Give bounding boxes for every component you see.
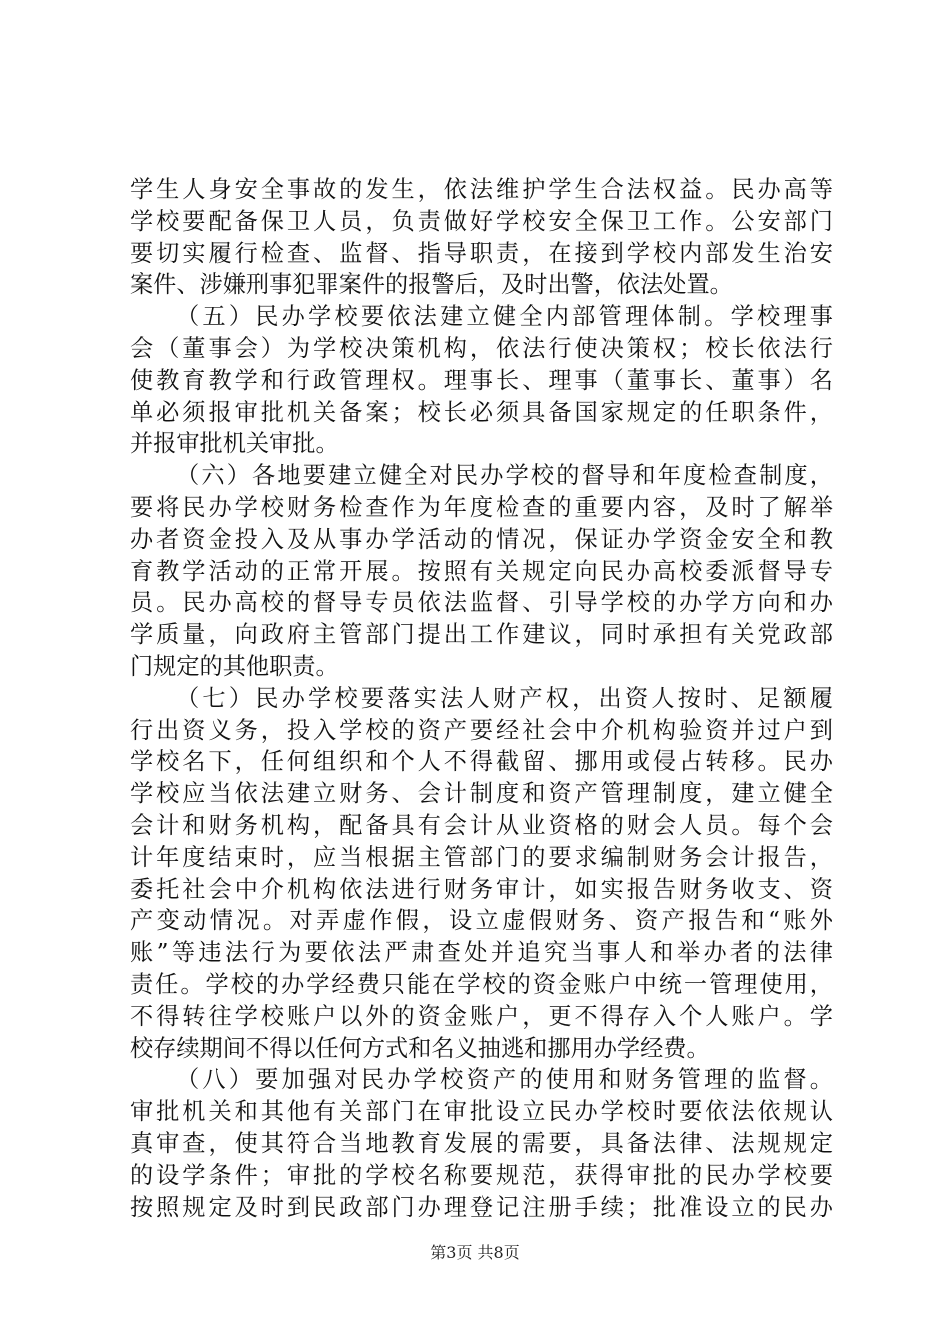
text-line: 按照规定及时到民政部门办理登记注册手续；批准设立的民办 [130,1193,833,1221]
text-line: （八）要加强对民办学校资产的使用和财务管理的监督。 [176,1066,833,1094]
text-line: 真审查，使其符合当地教育发展的需要，具备法律、法规规定 [130,1129,833,1157]
text-line: 会（董事会）为学校决策机构，依法行使决策权；校长依法行 [130,334,833,362]
text-line: （七）民办学校要落实法人财产权，出资人按时、足额履 [176,684,833,712]
text-line: 计年度结束时，应当根据主管部门的要求编制财务会计报告， [130,843,833,871]
text-line: 门规定的其他职责。 [130,652,339,680]
text-line: 委托社会中介机构依法进行财务审计，如实报告财务收支、资 [130,875,833,903]
text-line: 校存续期间不得以任何方式和名义抽逃和挪用办学经费。 [130,1034,710,1062]
text-line: 账”等违法行为要依法严肃查处并追究当事人和举办者的法律 [130,939,833,967]
text-line: 学校要配备保卫人员，负责做好学校安全保卫工作。公安部门 [130,207,833,235]
text-line: 责任。学校的办学经费只能在学校的资金账户中统一管理使用， [130,970,833,998]
page-footer: 第3页 共8页 [430,1243,520,1262]
text-line: 学生人身安全事故的发生，依法维护学生合法权益。民办高等 [130,176,833,203]
text-line: 育教学活动的正常开展。按照有关规定向民办高校委派督导专 [130,557,833,585]
text-line: 员。民办高校的督导专员依法监督、引导学校的办学方向和办 [130,589,833,617]
text-line: 使教育教学和行政管理权。理事长、理事（董事长、董事）名 [130,366,833,394]
text-line: 会计和财务机构，配备具有会计从业资格的财会人员。每个会 [130,811,833,839]
text-line: 的设学条件；审批的学校名称要规范，获得审批的民办学校要 [130,1161,833,1189]
text-line: 审批机关和其他有关部门在审批设立民办学校时要依法依规认 [130,1098,833,1126]
text-line: 单必须报审批机关备案；校长必须具备国家规定的任职条件， [130,398,833,426]
text-line: 不得转往学校账户以外的资金账户，更不得存入个人账户。学 [130,1002,833,1030]
text-line: 学校应当依法建立财务、会计制度和资产管理制度，建立健全 [130,780,833,808]
text-line: 办者资金投入及从事办学活动的情况，保证办学资金安全和教 [130,525,833,553]
text-line: 案件、涉嫌刑事犯罪案件的报警后，及时出警，依法处置。 [130,271,733,299]
text-line: 要将民办学校财务检查作为年度检查的重要内容，及时了解举 [130,493,833,521]
text-line: 学质量，向政府主管部门提出工作建议，同时承担有关党政部 [130,621,833,649]
text-line: 产变动情况。对弄虚作假，设立虚假财务、资产报告和“账外 [130,907,833,935]
text-line: 要切实履行检查、监督、指导职责，在接到学校内部发生治安 [130,239,833,267]
text-line: （五）民办学校要依法建立健全内部管理体制。学校理事 [176,303,833,331]
text-line: 并报审批机关审批。 [130,430,339,458]
text-line: 行出资义务，投入学校的资产要经社会中介机构验资并过户到 [130,716,833,744]
text-line: （六）各地要建立健全对民办学校的督导和年度检查制度， [176,462,833,490]
document-body [130,174,833,1223]
text-line: 学校名下，任何组织和个人不得截留、挪用或侵占转移。民办 [130,748,833,776]
